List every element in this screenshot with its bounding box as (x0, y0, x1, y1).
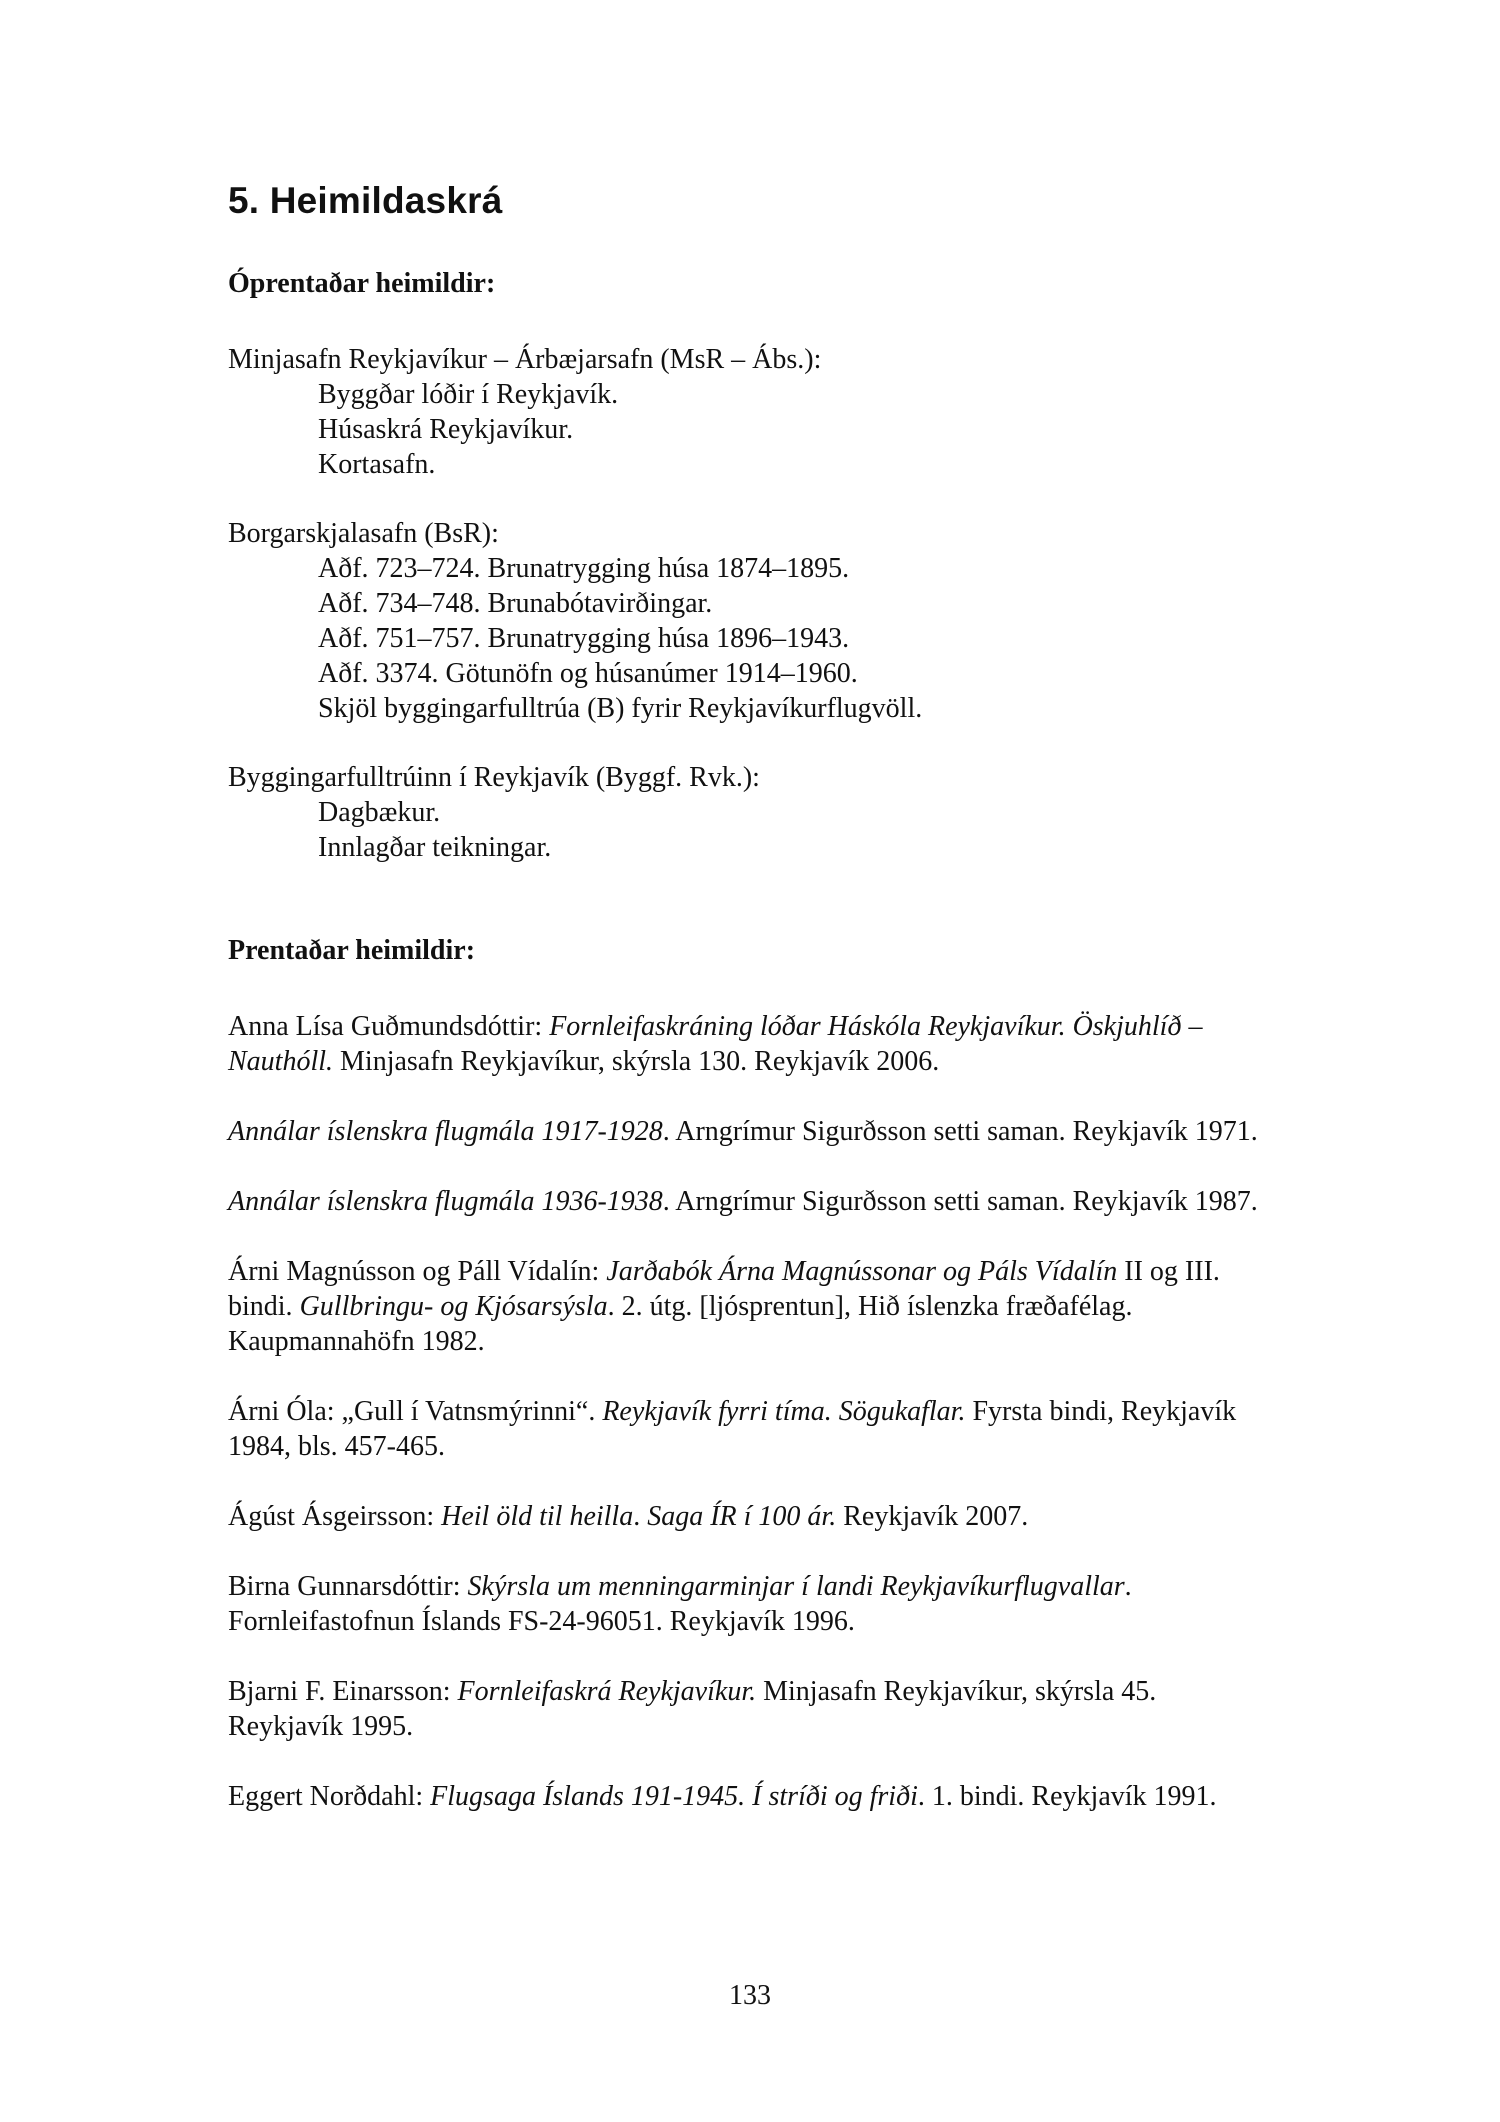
source-group (228, 342, 1278, 482)
section-title: 5. Heimildaskrá (228, 180, 503, 221)
reference-entry: Ágúst Ásgeirsson: Heil öld til heilla. Saga ÍR í 100 ár. Reykjavík 2007. (228, 1501, 1029, 1532)
unprinted-sources-heading: Óprentaðar heimildir: (228, 268, 496, 299)
source-item: Byggðar lóðir í Reykjavík. (318, 379, 619, 410)
reference-entry: Árni Magnússon og Páll Vídalín: Jarðabók Árna Magnússonar og Páls Vídalín II og III. bindi. Gullbringu- og Kjósarsýsla. 2. útg. [ljósprentun], Hið íslenzka fræðafélag. Kaupmannahöfn 1982. (228, 1256, 1220, 1357)
source-item: Aðf. 734–748. Brunabótavirðingar. (318, 588, 713, 619)
reference-entry: Eggert Norðdahl: Flugsaga Íslands 191-1945. Í stríði og friði. 1. bindi. Reykjavík 1991. (228, 1781, 1217, 1812)
page-number: 133 (729, 1980, 771, 2011)
reference-entry: Árni Óla: „Gull í Vatnsmýrinni“. Reykjavík fyrri tíma. Sögukaflar. Fyrsta bindi, Reykjavík 1984, bls. 457-465. (228, 1396, 1237, 1462)
reference-entry: Annálar íslenskra flugmála 1936-1938. Arngrímur Sigurðsson setti saman. Reykjavík 1987. (228, 1186, 1258, 1217)
source-item: Húsaskrá Reykjavíkur. (318, 414, 574, 445)
source-group (228, 760, 1278, 865)
reference-entry: Anna Lísa Guðmundsdóttir: Fornleifaskráning lóðar Háskóla Reykjavíkur. Öskjuhlíð – Nauthóll. Minjasafn Reykjavíkur, skýrsla 130. Reykjavík 2006. (228, 1011, 1203, 1077)
source-item: Aðf. 3374. Götunöfn og húsanúmer 1914–1960. (318, 658, 858, 689)
reference-entry: Birna Gunnarsdóttir: Skýrsla um menningarminjar í landi Reykjavíkurflugvallar. Fornleifastofnun Íslands FS-24-96051. Reykjavík 1996. (228, 1571, 1132, 1637)
printed-sources-heading: Prentaðar heimildir: (228, 935, 476, 966)
source-item: Dagbækur. (318, 797, 441, 828)
source-item: Skjöl byggingarfulltrúa (B) fyrir Reykjavíkurflugvöll. (318, 693, 923, 724)
source-name: Borgarskjalasafn (BsR): (228, 518, 499, 549)
source-group (228, 516, 1278, 726)
bibliography-page (228, 180, 1278, 1849)
reference-entry: Annálar íslenskra flugmála 1917-1928. Arngrímur Sigurðsson setti saman. Reykjavík 1971. (228, 1116, 1258, 1147)
source-name: Minjasafn Reykjavíkur – Árbæjarsafn (MsR – Ábs.): (228, 344, 822, 375)
source-item: Aðf. 723–724. Brunatrygging húsa 1874–1895. (318, 553, 850, 584)
source-item: Kortasafn. (318, 449, 436, 480)
reference-entry: Bjarni F. Einarsson: Fornleifaskrá Reykjavíkur. Minjasafn Reykjavíkur, skýrsla 45. Reykjavík 1995. (228, 1676, 1157, 1742)
source-item: Innlagðar teikningar. (318, 832, 552, 863)
source-name: Byggingarfulltrúinn í Reykjavík (Byggf. Rvk.): (228, 762, 760, 793)
source-item: Aðf. 751–757. Brunatrygging húsa 1896–1943. (318, 623, 850, 654)
